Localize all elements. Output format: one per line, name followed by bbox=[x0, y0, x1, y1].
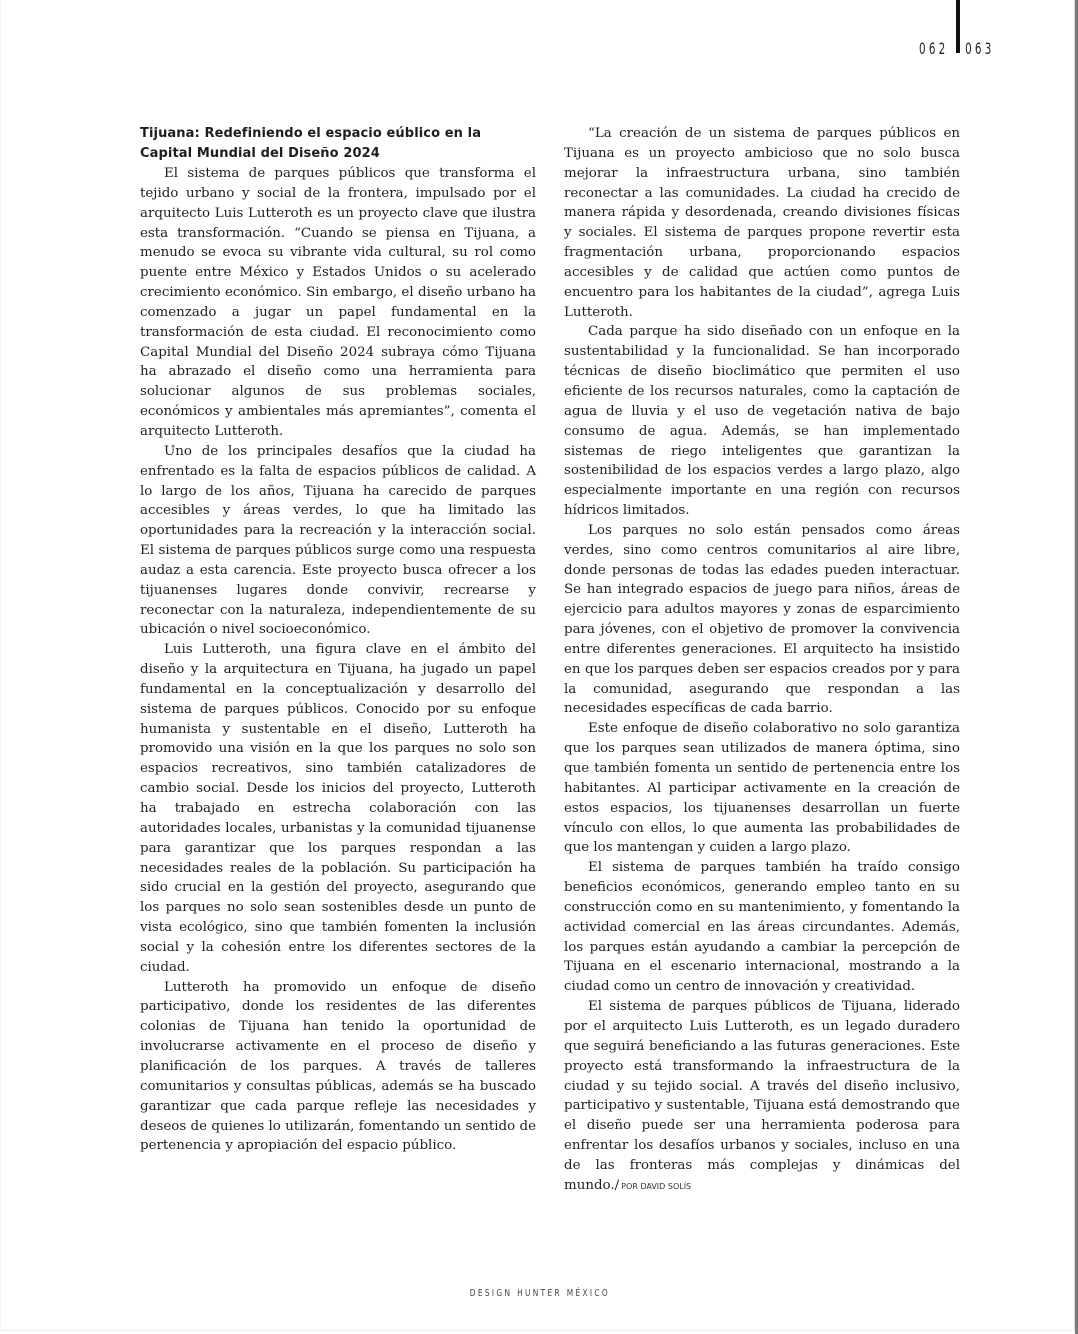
article-headline: Tijuana: Redefiniendo el espacio eúblico en la Capital Mundial del Diseño 2024 bbox=[140, 126, 482, 161]
paragraph: Los parques no solo están pensados como áreas verdes, sino como centros comunitarios al aire libre, donde personas de todas las edades pueden interactuar. Se han integrado espacios de juego para niños, áreas de ejercicio para adultos mayores y zonas de esparcimiento para jóvenes, con el objetivo de promover la convivencia entre diferentes generaciones. El arquitecto ha insistido en que los parques deben ser espacios creados por y para la comunidad, asegurando que respondan a las necesidades específicas de cada barrio. bbox=[564, 522, 960, 717]
publication-footer bbox=[1, 1288, 1078, 1299]
paragraph: “La creación de un sistema de parques públicos en Tijuana es un proyecto ambicioso que no solo busca mejorar la infraestructura urbana, sino también reconectar a las comunidades. La ciudad ha crecido de manera rápida y desordenada, creando divisiones físicas y sociales. El sistema de parques propone revertir esta fragmentación urbana, proporcionando espacios accesibles y de calidad que actúen como puntos de encuentro para los habitantes de la ciudad”, agrega Luis Lutteroth. bbox=[564, 126, 960, 320]
article-column-right bbox=[564, 124, 960, 1197]
article-column-left bbox=[140, 124, 536, 1156]
page-number-left: 062 bbox=[919, 38, 949, 58]
paragraph: Uno de los principales desafíos que la ciudad ha enfrentado es la falta de espacios públicos de calidad. A lo largo de los años, Tijuana ha carecido de parques accesibles y áreas verdes, lo que ha limitado las oportunidades para la recreación y la interacción social. El sistema de parques públicos surge como una respuesta audaz a esta carencia. Este proyecto busca ofrecer a los tijuanenses lugares donde convivir, recrearse y reconectar con la naturaleza, independientemente de su ubicación o nivel socioeconómico. bbox=[140, 443, 536, 638]
paragraph: Este enfoque de diseño colaborativo no solo garantiza que los parques sean utilizados de manera óptima, sino que también fomenta un sentido de pertenencia entre los habitantes. Al participar activamente en la creación de estos espacios, los tijuanenses desarrollan un fuerte vínculo con ellos, lo que aumenta las probabilidades de que los mantengan y cuiden a largo plazo. bbox=[564, 721, 960, 856]
final-paragraph-text: El sistema de parques públicos de Tijuana, liderado por el arquitecto Luis Lutteroth, es un legado duradero que seguirá beneficiando a las futuras generaciones. Este proyecto está transformando la infraestructura de la ciudad y su tejido social. A través del diseño inclusivo, participativo y sustentable, Tijuana está demostrando que el diseño puede ser una herramienta poderosa para enfrentar los desafíos urbanos y sociales, incluso en una de las fronteras más complejas y dinámicas del mundo./ bbox=[564, 999, 960, 1193]
final-paragraph bbox=[564, 997, 960, 1196]
paragraph: Cada parque ha sido diseñado con un enfoque en la sustentabilidad y la funcionalidad. Se han incorporado técnicas de diseño bioclimático que permiten el uso eficiente de los recursos naturales, como la captación de agua de lluvia y el uso de vegetación nativa de bajo consumo de agua. Además, se han implementado sistemas de riego inteligentes que garantizan la sostenibilidad de los espacios verdes a largo plazo, algo especialmente importante en una región con recursos hídricos limitados. bbox=[564, 324, 960, 519]
publication-name: DESIGN HUNTER MÉXICO bbox=[469, 1288, 611, 1299]
author-byline: POR DAVID SOLÍS bbox=[621, 1181, 692, 1191]
paragraph: Luis Lutteroth, una figura clave en el ámbito del diseño y la arquitectura en Tijuana, ha jugado un papel fundamental en la conceptualización y desarrollo del sistema de parques públicos. Conocido por su enfoque humanista y sustentable en el diseño, Lutteroth ha promovido una visión en la que los parques no solo son espacios recreativos, sino también catalizadores de cambio social. Desde los inicios del proyecto, Lutteroth ha trabajado en estrecha colaboración con las autoridades locales, urbanistas y la comunidad tijuanense para garantizar que los parques respondan a las necesidades reales de la población. Su participación ha sido crucial en la gestión del proyecto, asegurando que los parques no solo sean sostenibles desde un punto de vista ecológico, sino que también fomenten la inclusión social y la cohesión entre los diferentes sectores de la ciudad. bbox=[140, 642, 536, 975]
page-number-right: 063 bbox=[965, 38, 995, 58]
paragraph: Lutteroth ha promovido un enfoque de diseño participativo, donde los residentes de las diferentes colonias de Tijuana han tenido la oportunidad de involucrarse activamente en el proceso de diseño y planificación de los parques. A través de talleres comunitarios y consultas públicas, además se ha buscado garantizar que cada parque refleje las necesidades y deseos de quienes lo utilizarán, fomentando un sentido de pertenencia y apropiación del espacio público. bbox=[140, 979, 536, 1154]
page-numbers bbox=[919, 38, 995, 58]
paragraph: El sistema de parques públicos que transforma el tejido urbano y social de la frontera, impulsado por el arquitecto Luis Lutteroth es un proyecto clave que ilustra esta transformación. “Cuando se piensa en Tijuana, a menudo se evoca su vibrante vida cultural, su rol como puente entre México y Estados Unidos o su acelerado crecimiento económico. Sin embargo, el diseño urbano ha comenzado a jugar un papel fundamental en la transformación de esta ciudad. El reconocimiento como Capital Mundial del Diseño 2024 subraya cómo Tijuana ha abrazado el diseño como una herramienta para solucionar algunos de sus problemas sociales, económicos y ambientales más apremiantes”, comenta el arquitecto Lutteroth. bbox=[140, 166, 536, 439]
paragraph: El sistema de parques también ha traído consigo beneficios económicos, generando empleo tanto en su construcción como en su mantenimiento, y fomentando la actividad comercial en las áreas circundantes. Además, los parques están ayudando a cambiar la percepción de Tijuana en el escenario internacional, mostrando a la ciudad como un centro de innovación y creatividad. bbox=[564, 860, 960, 995]
